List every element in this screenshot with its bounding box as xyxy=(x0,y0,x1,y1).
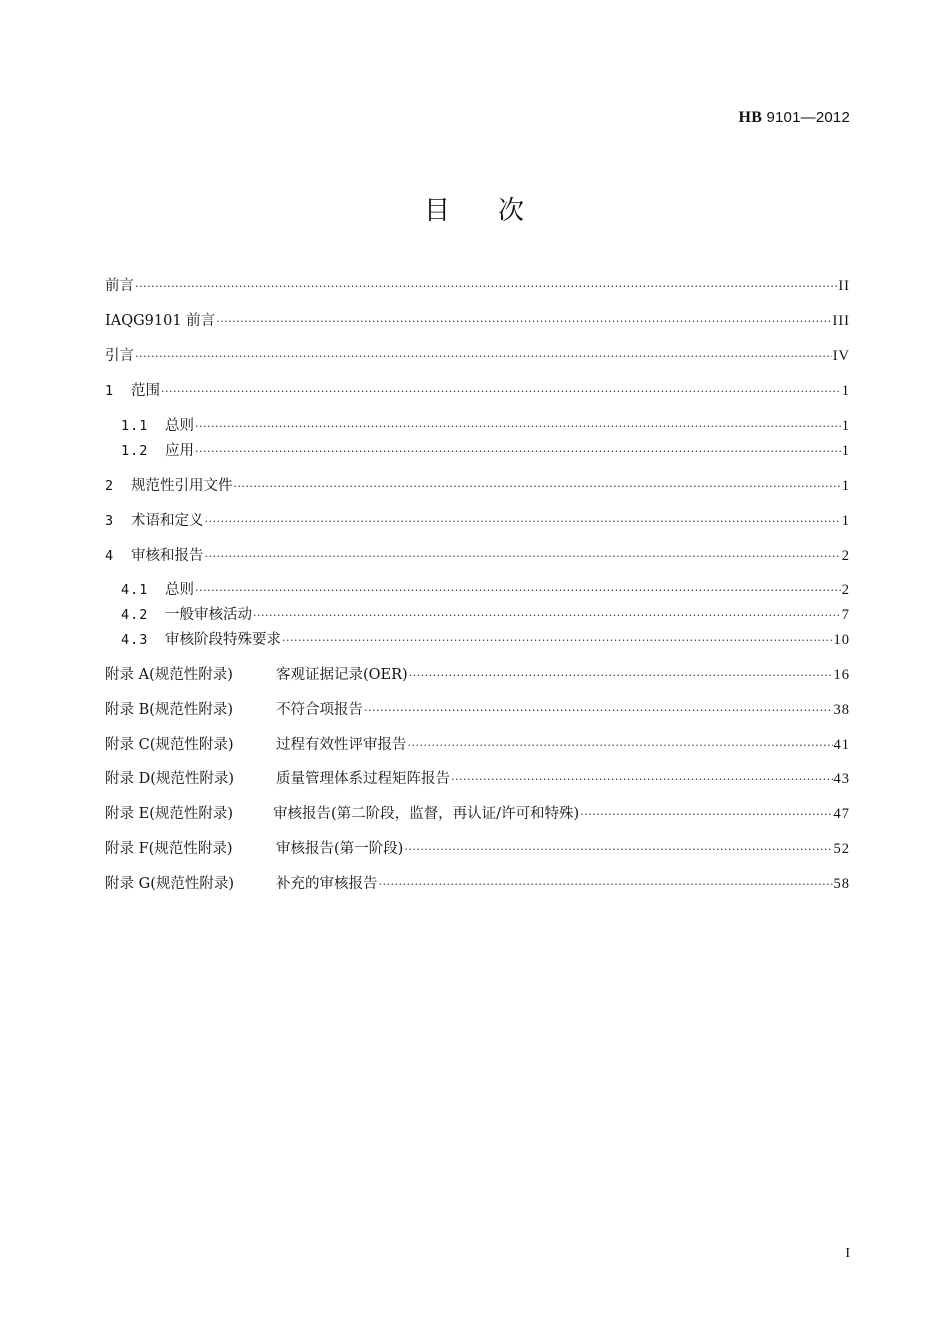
dot-leader xyxy=(205,515,841,528)
toc-page: 38 xyxy=(833,702,850,718)
toc-number: 1 xyxy=(105,383,115,399)
toc-entry-4-1[interactable] xyxy=(121,578,850,598)
toc-entry-4-2[interactable] xyxy=(121,603,850,623)
toc-page: 2 xyxy=(841,548,850,564)
dot-leader xyxy=(234,480,841,493)
toc-page: 1 xyxy=(841,513,850,529)
toc-annex-prefix: 附录 B(规范性附录) xyxy=(105,702,234,718)
dot-leader xyxy=(195,445,841,458)
toc-annex-prefix: 附录 E(规范性附录) xyxy=(105,806,234,822)
dot-leader xyxy=(408,739,833,752)
toc-page: II xyxy=(838,278,850,294)
toc-label: 审核报告(第一阶段) xyxy=(276,841,404,857)
toc-page: 7 xyxy=(841,607,850,623)
toc-label: 前言 xyxy=(105,278,134,294)
toc-entry-annex-c[interactable] xyxy=(105,733,850,753)
toc-page: 43 xyxy=(833,771,850,787)
dot-leader xyxy=(364,704,833,717)
toc-entry-2[interactable] xyxy=(105,474,850,494)
toc-page: 52 xyxy=(833,841,850,857)
toc-page: 58 xyxy=(833,876,850,892)
toc-page: 47 xyxy=(833,806,850,822)
toc-label: 审核报告(第二阶段，监督，再认证/许可和特殊) xyxy=(273,806,580,822)
dot-leader xyxy=(195,584,841,597)
toc-entry-1-1[interactable] xyxy=(121,414,850,434)
dot-leader xyxy=(404,843,832,856)
toc-annex-prefix: 附录 G(规范性附录) xyxy=(105,876,235,892)
toc-entry-1[interactable] xyxy=(105,379,850,399)
toc-number: 4 xyxy=(105,548,115,564)
title-part-2: 次 xyxy=(498,196,527,226)
dot-leader xyxy=(379,878,833,891)
dot-leader xyxy=(195,420,841,433)
toc-page: III xyxy=(832,313,850,329)
standard-prefix: HB xyxy=(738,109,763,126)
toc-label: 范围 xyxy=(131,383,160,399)
dot-leader xyxy=(135,350,832,363)
toc-page: 41 xyxy=(833,737,850,753)
page-number: I xyxy=(845,1246,850,1261)
toc-label: 引言 xyxy=(105,348,134,364)
toc-number: 1.2 xyxy=(121,443,149,459)
toc-entry-3[interactable] xyxy=(105,509,850,529)
toc-annex-prefix: 附录 D(规范性附录) xyxy=(105,771,235,787)
toc-entry-foreword[interactable] xyxy=(105,274,850,294)
toc-label: 应用 xyxy=(165,443,194,459)
toc-entry-4-3[interactable] xyxy=(121,628,850,648)
dot-leader xyxy=(205,550,841,563)
toc-page: 1 xyxy=(841,418,850,434)
toc-label: 质量管理体系过程矩阵报告 xyxy=(276,771,450,787)
toc-number: 3 xyxy=(105,513,115,529)
toc-annex-prefix: 附录 C(规范性附录) xyxy=(105,737,234,753)
toc-label: 总则 xyxy=(165,418,194,434)
dot-leader xyxy=(409,669,833,682)
dot-leader xyxy=(253,609,841,622)
toc-number: 2 xyxy=(105,478,115,494)
toc-entry-introduction[interactable] xyxy=(105,344,850,364)
toc-entry-annex-f[interactable] xyxy=(105,837,850,857)
standard-number: 9101—2012 xyxy=(766,109,850,126)
toc-number: 4.1 xyxy=(121,582,149,598)
toc-entry-annex-b[interactable] xyxy=(105,698,850,718)
toc-entry-iaqg-foreword[interactable] xyxy=(105,309,850,329)
toc-entry-annex-d[interactable] xyxy=(105,767,850,787)
toc-label: 审核和报告 xyxy=(131,548,204,564)
page-title xyxy=(0,190,950,227)
toc-entry-4[interactable] xyxy=(105,544,850,564)
toc-label: 审核阶段特殊要求 xyxy=(165,632,281,648)
toc-label: 总则 xyxy=(165,582,194,598)
toc-page: 10 xyxy=(833,632,850,648)
toc-entry-annex-g[interactable] xyxy=(105,872,850,892)
toc-page: 1 xyxy=(841,383,850,399)
toc-label: 不符合项报告 xyxy=(276,702,363,718)
toc-label: 过程有效性评审报告 xyxy=(276,737,407,753)
toc-entry-annex-e[interactable] xyxy=(105,802,850,822)
toc-page: 2 xyxy=(841,582,850,598)
toc-number: 4.2 xyxy=(121,607,149,623)
standard-code xyxy=(739,109,850,127)
toc-annex-prefix: 附录 F(规范性附录) xyxy=(105,841,233,857)
toc-label: 规范性引用文件 xyxy=(131,478,233,494)
toc-page: IV xyxy=(832,348,850,364)
toc-label: IAQG9101 前言 xyxy=(105,313,216,329)
toc-entry-annex-a[interactable] xyxy=(105,663,850,683)
toc-label: 术语和定义 xyxy=(131,513,204,529)
dot-leader xyxy=(451,773,833,786)
toc-number: 1.1 xyxy=(121,418,149,434)
toc-annex-prefix: 附录 A(规范性附录) xyxy=(105,667,233,683)
dot-leader xyxy=(161,385,841,398)
toc-number: 4.3 xyxy=(121,632,149,648)
toc-page: 16 xyxy=(833,667,850,683)
dot-leader xyxy=(282,634,833,647)
toc-page: 1 xyxy=(841,478,850,494)
dot-leader xyxy=(580,808,832,821)
toc-page: 1 xyxy=(841,443,850,459)
toc-entry-1-2[interactable] xyxy=(121,439,850,459)
toc-label: 一般审核活动 xyxy=(165,607,252,623)
dot-leader xyxy=(216,315,831,328)
dot-leader xyxy=(135,280,837,293)
toc-label: 客观证据记录(OER) xyxy=(276,667,408,683)
title-part-1: 目 xyxy=(423,196,452,226)
toc-label: 补充的审核报告 xyxy=(276,876,378,892)
